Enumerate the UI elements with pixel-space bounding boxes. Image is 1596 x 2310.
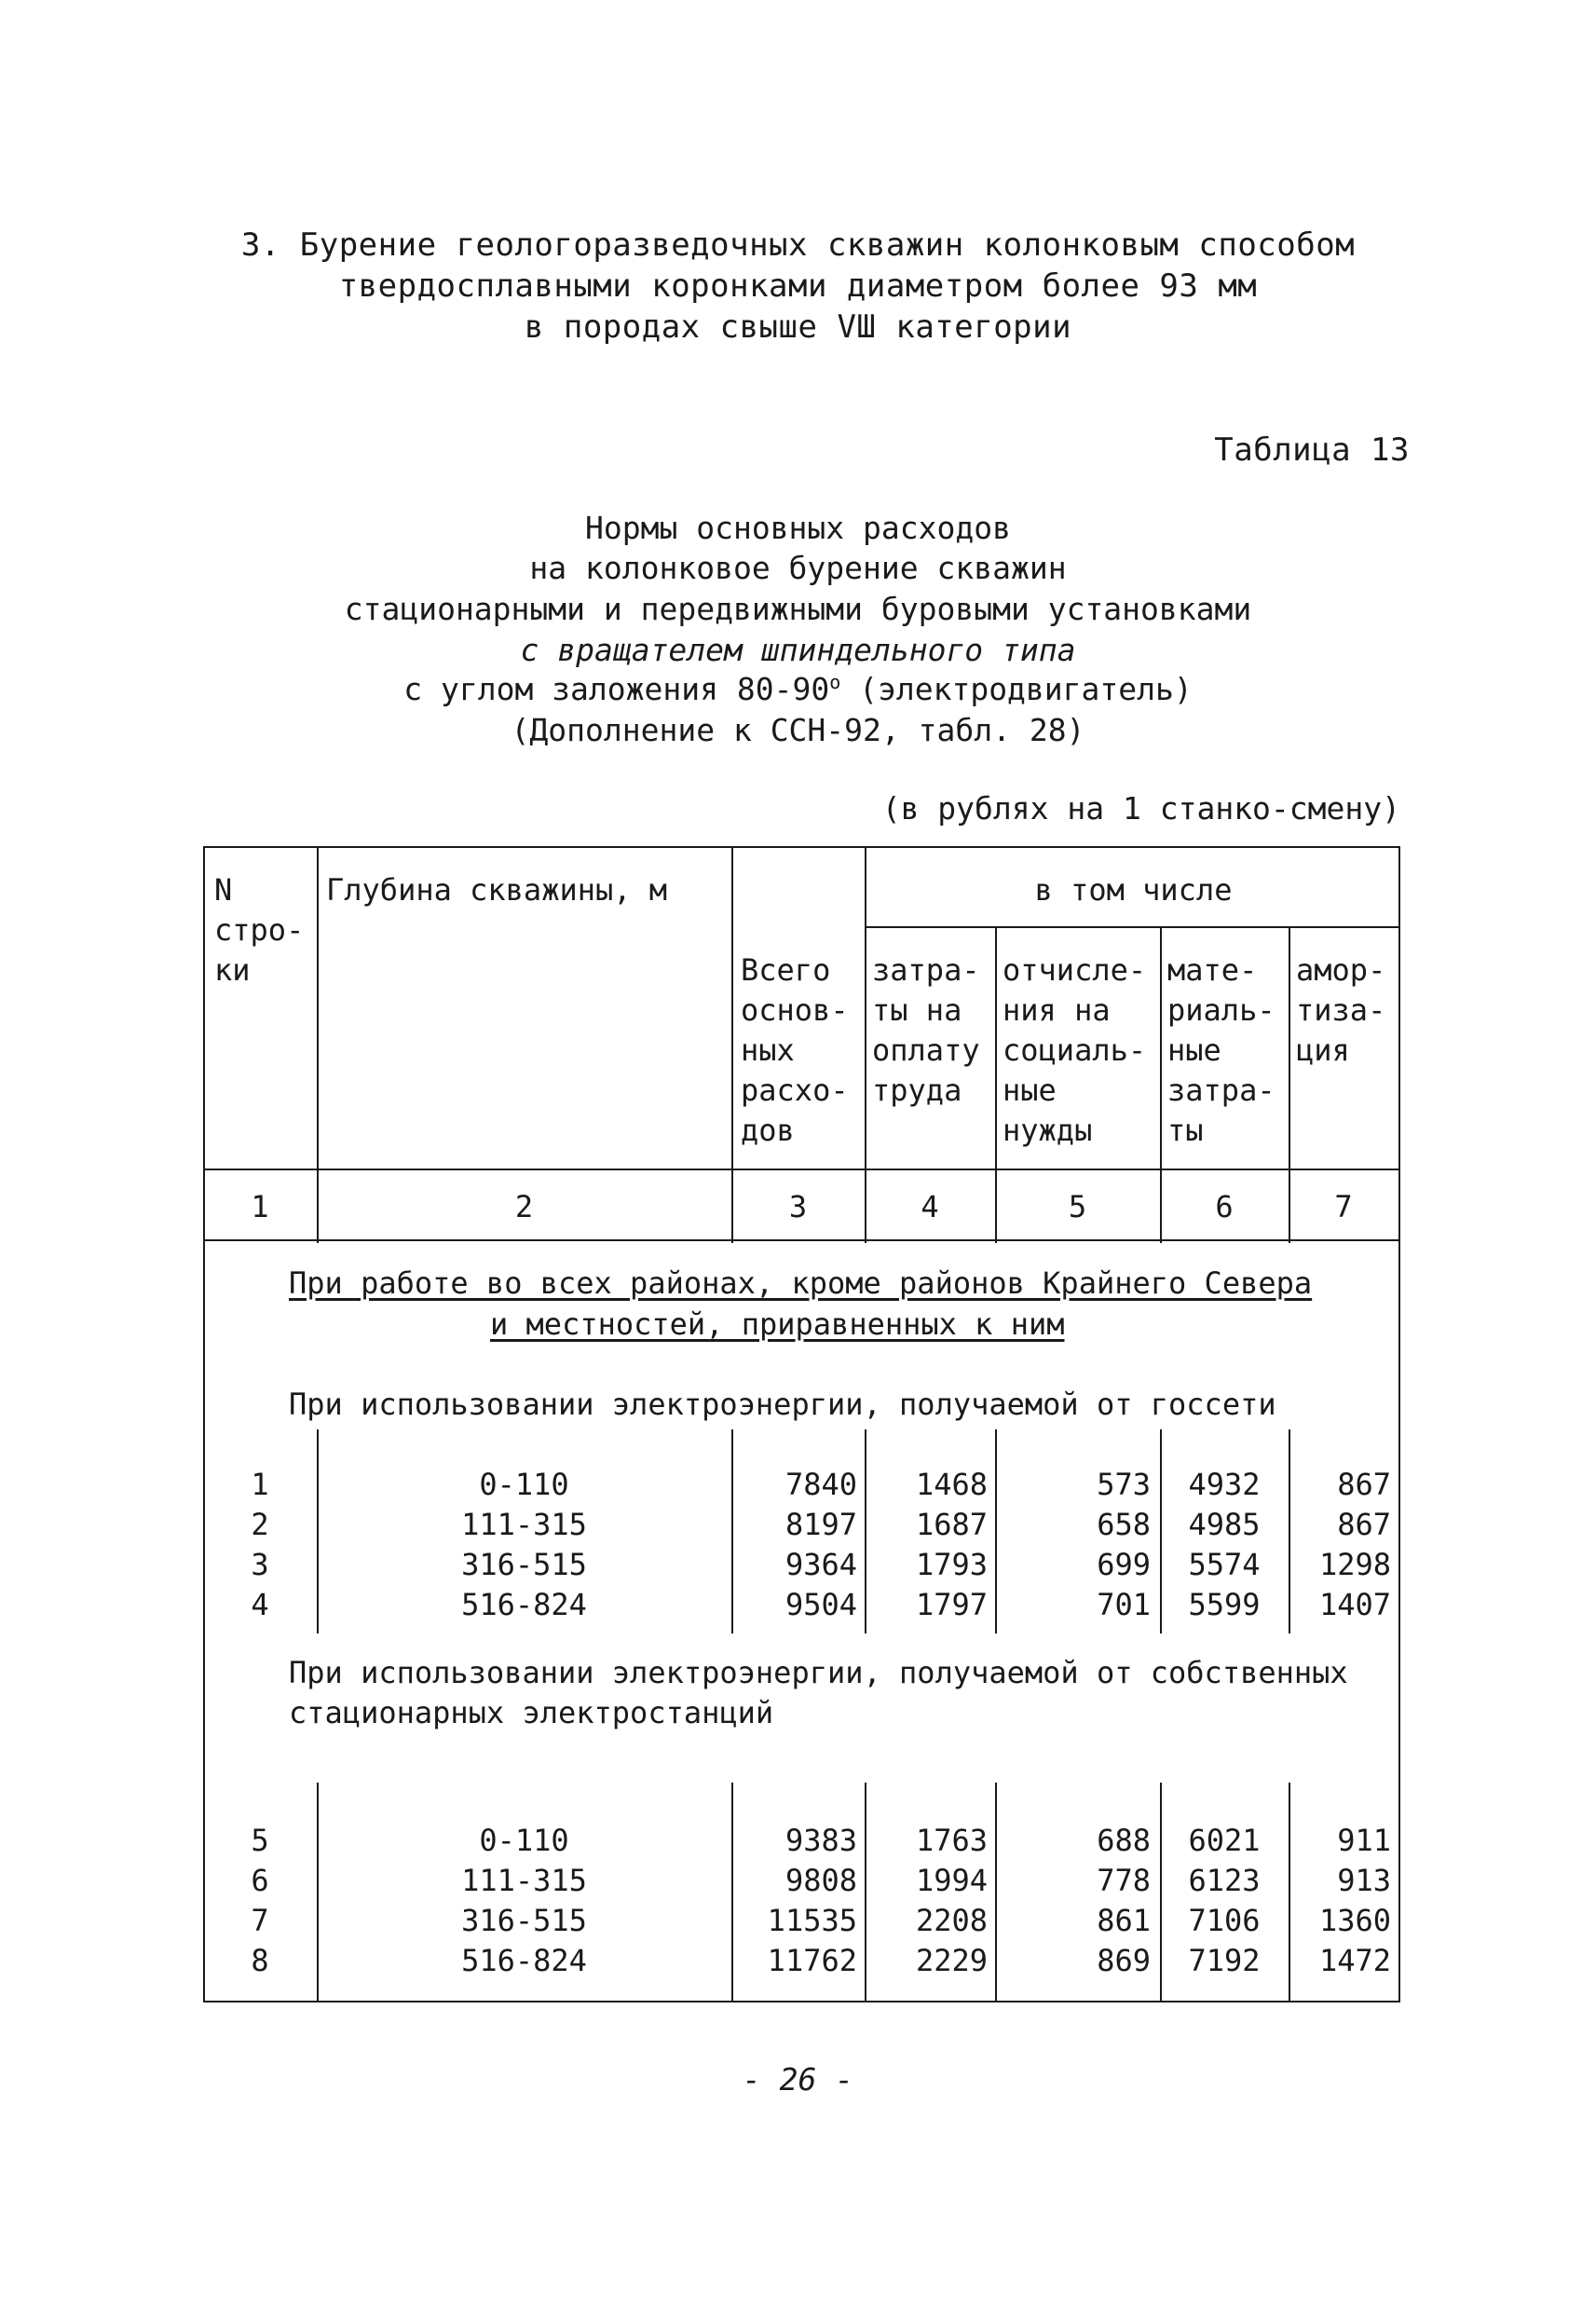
amortization-cost: 1360 <box>1318 1903 1391 1938</box>
social-cost: 869 <box>1097 1943 1151 1978</box>
depth-range: 0-110 <box>479 1823 569 1858</box>
header-wages-3: оплату <box>872 1032 980 1068</box>
header-total-2: основ- <box>741 992 849 1028</box>
depth-range: 516-824 <box>461 1587 587 1622</box>
social-cost: 699 <box>1097 1547 1151 1582</box>
wages-cost: 1797 <box>915 1587 988 1622</box>
depth-range: 0-110 <box>479 1467 569 1502</box>
depth-range: 316-515 <box>461 1903 587 1938</box>
total-cost: 9364 <box>784 1547 857 1582</box>
total-cost: 9504 <box>784 1587 857 1622</box>
group2-title-line-1: При использовании электроэнергии, получаемой от собственных <box>289 1655 1348 1690</box>
row-number: 4 <box>251 1587 269 1622</box>
incl-subheader-line <box>865 926 1400 928</box>
header-amort-1: амор- <box>1296 952 1386 988</box>
region-title-line-2: и местностей, приравненных к ним <box>490 1306 1065 1342</box>
caption-line-5 <box>0 671 1596 707</box>
header-total-3: ных <box>741 1032 795 1068</box>
header-social-5: нужды <box>1003 1113 1093 1148</box>
col-number-2: 2 <box>514 1189 534 1224</box>
section-title-line-1: 3. Бурение геологоразведочных скважин колонковым способом <box>240 226 1356 264</box>
wages-cost: 1994 <box>915 1863 988 1898</box>
social-cost: 688 <box>1097 1823 1151 1858</box>
caption-line-6: (Дополнение к ССН-92, табл. 28) <box>511 712 1085 748</box>
col-number-4: 4 <box>921 1189 939 1224</box>
amortization-cost: 1407 <box>1318 1587 1391 1622</box>
header-materials-1: мате- <box>1167 952 1258 988</box>
norms-table <box>203 846 1400 2002</box>
header-materials-4: затра- <box>1167 1073 1275 1108</box>
degree-mark: o <box>829 671 841 693</box>
row-number: 3 <box>251 1547 269 1582</box>
amortization-cost: 1472 <box>1318 1943 1391 1978</box>
total-cost: 9808 <box>784 1863 857 1898</box>
social-cost: 573 <box>1097 1467 1151 1502</box>
wages-cost: 2208 <box>915 1903 988 1938</box>
wages-cost: 1763 <box>915 1823 988 1858</box>
header-wages-1: затра- <box>872 952 980 988</box>
header-wages-2: ты на <box>872 992 962 1028</box>
col-numbers-bottom-line <box>203 1239 1400 1241</box>
total-cost: 8197 <box>784 1507 857 1542</box>
row-number: 5 <box>251 1823 269 1858</box>
caption-line-2: на колонковое бурение скважин <box>529 550 1067 586</box>
col-number-3: 3 <box>788 1189 808 1224</box>
region-title-line-1: При работе во всех районах, кроме районов Крайнего Севера <box>289 1265 1313 1301</box>
depth-range: 516-824 <box>461 1943 587 1978</box>
table-border-right <box>1398 848 1400 2001</box>
header-amort-2: тиза- <box>1296 992 1386 1028</box>
amortization-cost: 913 <box>1337 1863 1391 1898</box>
header-social-4: ные <box>1003 1073 1057 1108</box>
total-cost: 7840 <box>784 1467 857 1502</box>
header-including: в том числе <box>1034 872 1233 908</box>
caption-line-3: стационарными и передвижными буровыми установками <box>344 591 1252 627</box>
header-total-1: Всего <box>741 952 831 988</box>
header-social-3: социаль- <box>1003 1032 1147 1068</box>
amortization-cost: 1298 <box>1318 1547 1391 1582</box>
header-depth: Глубина скважины, м <box>326 872 668 908</box>
header-materials-5: ты <box>1167 1113 1204 1148</box>
section-title-line-2: твердосплавными коронками диаметром более 93 мм <box>338 267 1258 305</box>
materials-cost: 6021 <box>1188 1823 1261 1858</box>
amortization-cost: 911 <box>1337 1823 1391 1858</box>
header-social-1: отчисле- <box>1003 952 1147 988</box>
col-number-7: 7 <box>1334 1189 1353 1224</box>
depth-range: 316-515 <box>461 1547 587 1582</box>
caption-line-1: Нормы основных расходов <box>585 510 1011 546</box>
caption-line-4: с вращателем шпиндельного типа <box>520 632 1076 668</box>
wages-cost: 2229 <box>915 1943 988 1978</box>
col-number-5: 5 <box>1068 1189 1087 1224</box>
header-total-4: расхо- <box>741 1073 849 1108</box>
row-number: 1 <box>251 1467 269 1502</box>
row-number: 7 <box>251 1903 269 1938</box>
social-cost: 861 <box>1097 1903 1151 1938</box>
materials-cost: 6123 <box>1188 1863 1261 1898</box>
header-num-3: ки <box>214 952 251 988</box>
materials-cost: 7106 <box>1188 1903 1261 1938</box>
units-note: (в рублях на 1 станко-смену) <box>881 790 1400 827</box>
row-number: 2 <box>251 1507 269 1542</box>
depth-range: 111-315 <box>461 1863 587 1898</box>
materials-cost: 5574 <box>1188 1547 1261 1582</box>
header-social-2: ния на <box>1003 992 1111 1028</box>
amortization-cost: 867 <box>1337 1507 1391 1542</box>
col-number-6: 6 <box>1215 1189 1234 1224</box>
header-materials-2: риаль- <box>1167 992 1275 1028</box>
row-number: 8 <box>251 1943 269 1978</box>
group2-title-line-2: стационарных электростанций <box>289 1695 774 1730</box>
header-amort-3: ция <box>1296 1032 1350 1068</box>
header-bottom-line <box>203 1169 1400 1170</box>
row-number: 6 <box>251 1863 269 1898</box>
table-label: Таблица 13 <box>1214 431 1410 469</box>
social-cost: 701 <box>1097 1587 1151 1622</box>
wages-cost: 1468 <box>915 1467 988 1502</box>
social-cost: 778 <box>1097 1863 1151 1898</box>
header-materials-3: ные <box>1167 1032 1221 1068</box>
col-number-1: 1 <box>251 1189 269 1224</box>
section-title-line-3: в породах свыше VШ категории <box>524 308 1072 346</box>
page-number: - 26 - <box>742 2061 854 2098</box>
materials-cost: 7192 <box>1188 1943 1261 1978</box>
wages-cost: 1793 <box>915 1547 988 1582</box>
header-wages-4: труда <box>872 1073 962 1108</box>
caption-motor-text: (электродвигатель) <box>840 671 1193 707</box>
header-num-1: N <box>214 872 233 908</box>
header-total-5: дов <box>741 1113 795 1148</box>
total-cost: 9383 <box>784 1823 857 1858</box>
header-num-2: стро- <box>214 912 305 948</box>
materials-cost: 5599 <box>1188 1587 1261 1622</box>
total-cost: 11535 <box>767 1903 857 1938</box>
group1-title: При использовании электроэнергии, получаемой от госсети <box>289 1387 1276 1422</box>
materials-cost: 4932 <box>1188 1467 1261 1502</box>
amortization-cost: 867 <box>1337 1467 1391 1502</box>
materials-cost: 4985 <box>1188 1507 1261 1542</box>
social-cost: 658 <box>1097 1507 1151 1542</box>
depth-range: 111-315 <box>461 1507 587 1542</box>
total-cost: 11762 <box>767 1943 857 1978</box>
caption-angle-text: с углом заложения 80-90 <box>403 671 830 707</box>
wages-cost: 1687 <box>915 1507 988 1542</box>
